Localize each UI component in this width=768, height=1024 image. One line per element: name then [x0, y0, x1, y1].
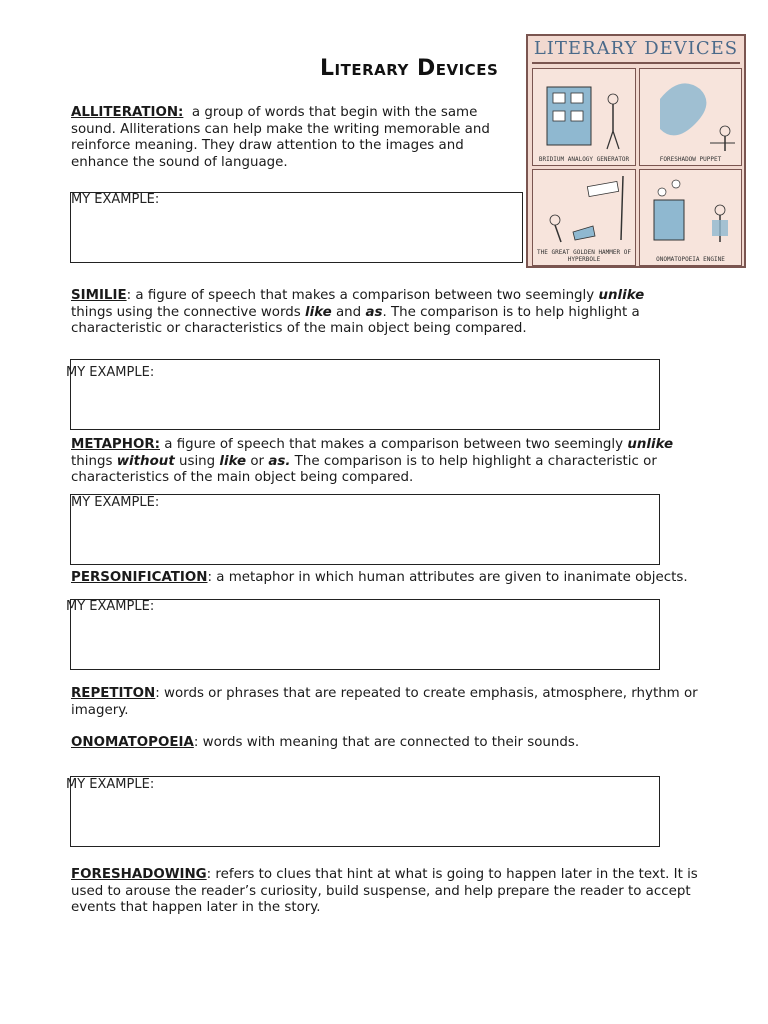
simile-text-2: things using the connective words — [71, 304, 306, 320]
analogy-generator-drawing — [533, 69, 636, 166]
metaphor-emphasis-as: as. — [268, 453, 291, 469]
alliteration-definition — [71, 105, 491, 171]
simile-text-1: : a figure of speech that makes a comparison between two seemingly — [126, 288, 599, 303]
illustration-panel-hyperbole — [532, 169, 636, 266]
caption-onomatopoeia: ONOMATOPOEIA ENGINE — [656, 256, 725, 263]
simile-text-3: and — [331, 304, 366, 320]
metaphor-emphasis-without: without — [116, 453, 175, 469]
caption-foreshadow: FORESHADOW PUPPET — [659, 156, 722, 163]
onomatopoeia-term: ONOMATOPOEIA — [71, 735, 194, 750]
foreshadowing-term: FORESHADOWING — [71, 867, 207, 882]
personification-example-box[interactable] — [70, 599, 660, 670]
metaphor-definition — [71, 437, 711, 487]
onomatopoeia-example-label: MY EXAMPLE: — [66, 777, 155, 792]
metaphor-emphasis-like: like — [219, 453, 247, 469]
metaphor-text-4: or — [246, 453, 269, 469]
simile-definition — [71, 288, 681, 338]
simile-emphasis-as: as — [365, 304, 383, 320]
metaphor-example-label: MY EXAMPLE: — [71, 495, 160, 510]
personification-definition — [71, 570, 761, 587]
simile-emphasis-unlike: unlike — [598, 288, 645, 303]
caption-hyperbole: THE GREAT GOLDEN HAMMER OF HYPERBOLE — [537, 249, 631, 263]
onomatopoeia-engine-drawing — [640, 170, 742, 266]
foreshadow-puppet-drawing — [640, 69, 742, 166]
foreshadowing-text: : refers to clues that hint at what is going to happen later in the text. It is used to arouse the reader’s curiosity, build suspense, and help prepare the reader to accept events that happen later in the story. — [71, 867, 698, 915]
caption-analogy: BRIDIUM ANALOGY GENERATOR — [538, 156, 630, 163]
page-title: Literary Devices — [320, 56, 499, 81]
personification-example-label: MY EXAMPLE: — [66, 599, 155, 614]
simile-emphasis-like: like — [305, 304, 332, 320]
metaphor-text-1: a figure of speech that makes a comparison between two seemingly — [160, 437, 628, 452]
onomatopoeia-example-box[interactable] — [70, 776, 660, 847]
alliteration-text: a group of words that begin with the same sound. Alliterations can help make the writing memorable and reinforce meaning. They draw attention to the images and enhance the sound of language. — [71, 105, 490, 170]
illustration-panel-onomatopoeia — [639, 169, 742, 266]
repetition-term: REPETITON — [71, 686, 156, 701]
alliteration-example-label: MY EXAMPLE: — [71, 192, 160, 207]
repetition-definition — [71, 686, 711, 719]
illustration-panel-analogy — [532, 68, 636, 166]
simile-term: SIMILIE — [71, 288, 127, 303]
metaphor-text-2: things — [71, 453, 117, 469]
foreshadowing-definition — [71, 867, 716, 917]
onomatopoeia-definition — [71, 735, 711, 752]
illustration-panel-foreshadow — [639, 68, 742, 166]
simile-example-box[interactable] — [70, 359, 660, 430]
personification-text: : a metaphor in which human attributes are given to inanimate objects. — [207, 570, 688, 585]
repetition-text: : words or phrases that are repeated to create emphasis, atmosphere, rhythm or imagery. — [71, 686, 698, 718]
personification-term: PERSONIFICATION — [71, 570, 208, 585]
alliteration-term: ALLITERATION: — [71, 105, 184, 120]
literary-devices-illustration — [526, 34, 746, 268]
metaphor-emphasis-unlike: unlike — [627, 437, 674, 452]
simile-text-4: . The comparison is to help highlight a characteristic or characteristics of the main object being compared. — [71, 304, 640, 336]
metaphor-term: METAPHOR: — [71, 437, 160, 452]
illustration-divider — [532, 62, 740, 64]
simile-example-label: MY EXAMPLE: — [66, 365, 155, 380]
metaphor-text-5: The comparison is to help highlight a characteristic or characteristics of the main object being compared. — [71, 453, 657, 485]
metaphor-text-3: using — [174, 453, 220, 469]
onomatopoeia-text: : words with meaning that are connected to their sounds. — [193, 735, 580, 750]
illustration-title: LITERARY DEVICES — [533, 38, 739, 59]
